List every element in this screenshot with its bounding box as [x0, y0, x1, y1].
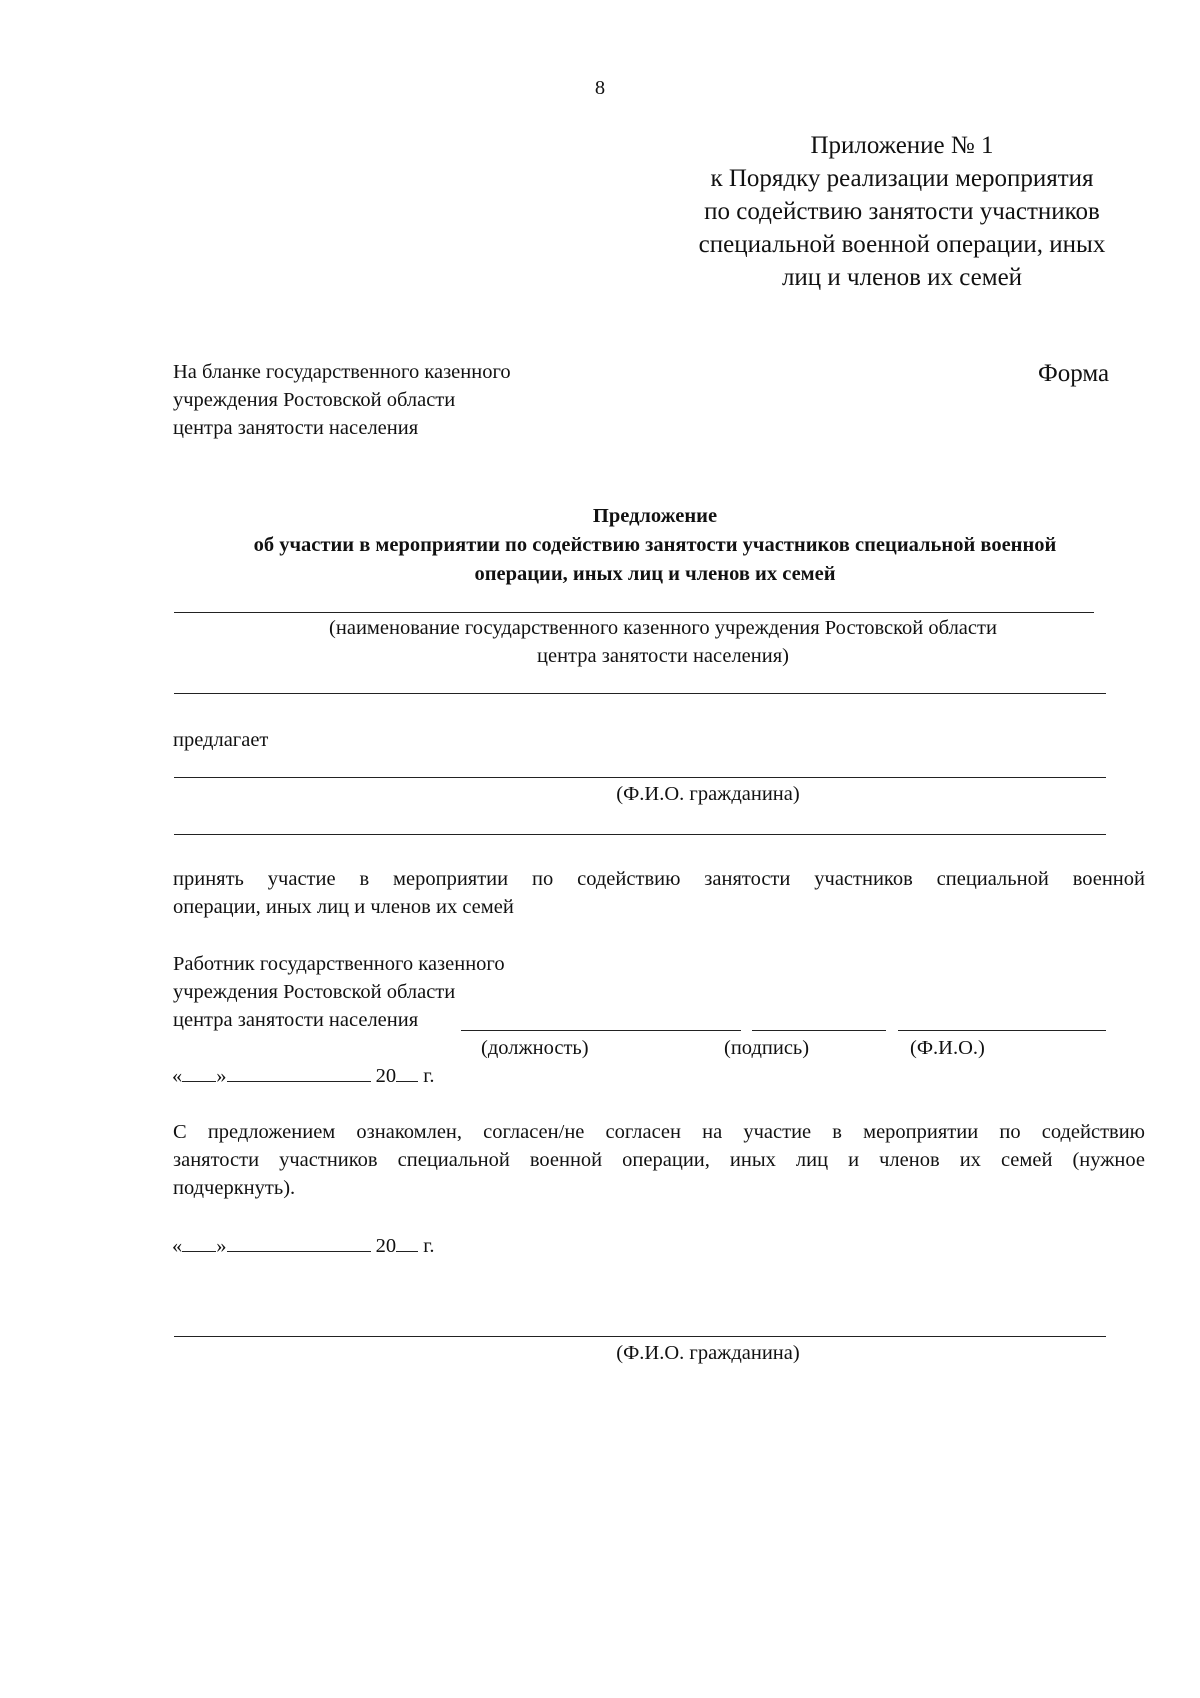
appendix-line-5: лиц и членов их семей: [781, 264, 1023, 291]
date-2-month-blank[interactable]: [227, 1233, 371, 1252]
appendix-block: [662, 129, 1142, 294]
date-1-year-suffix: г.: [423, 1065, 435, 1087]
signature-line[interactable]: [752, 1030, 886, 1031]
institution-caption-line-2: центра занятости населения): [537, 645, 789, 667]
appendix-line-3: по содействию занятости участников: [704, 198, 1100, 225]
title-line-3: операции, иных лиц и членов их семей: [474, 563, 836, 585]
institution-caption: [174, 614, 1152, 670]
form-label: Форма: [1038, 360, 1110, 387]
date-2-year-prefix: 20: [375, 1235, 397, 1257]
appendix-line-2: к Порядку реализации мероприятия: [710, 165, 1094, 192]
employee-name-line[interactable]: [898, 1030, 1106, 1031]
letterhead-line-2: учреждения Ростовской области: [173, 389, 456, 411]
appendix-line-4: специальной военной операции, иных: [698, 231, 1106, 258]
page-number: 8: [594, 77, 606, 99]
employee-block: [173, 950, 505, 1034]
date-field-1: [172, 1062, 434, 1090]
date-1-open-quote: «: [172, 1065, 183, 1087]
date-2-year-suffix: г.: [423, 1235, 435, 1257]
date-2-day-blank[interactable]: [182, 1233, 216, 1252]
citizen-name-line-2[interactable]: [174, 834, 1106, 835]
acknowledgement-line-1: С предложением ознакомлен, согласен/не согласен на участие в мероприятии по содействию: [173, 1121, 1145, 1143]
position-caption: (должность): [481, 1037, 589, 1059]
employee-line-2: учреждения Ростовской области: [173, 981, 456, 1003]
citizen-caption-2: (Ф.И.О. гражданина): [616, 1342, 800, 1364]
citizen-caption-1: (Ф.И.О. гражданина): [616, 783, 800, 805]
date-1-month-blank[interactable]: [227, 1063, 371, 1082]
date-1-year-blank[interactable]: [396, 1063, 418, 1082]
date-2-open-quote: «: [172, 1235, 183, 1257]
acknowledgement-line-3: подчеркнуть).: [173, 1177, 296, 1199]
date-1-year-prefix: 20: [375, 1065, 397, 1087]
participation-line-2: операции, иных лиц и членов их семей: [173, 896, 514, 918]
acknowledgement-line-2: занятости участников специальной военной операции, иных лиц и членов их семей (нужное: [173, 1149, 1145, 1171]
institution-name-line[interactable]: [174, 612, 1094, 613]
date-1-day-blank[interactable]: [182, 1063, 216, 1082]
date-2-year-blank[interactable]: [396, 1233, 418, 1252]
letterhead-line-1: На бланке государственного казенного: [173, 361, 511, 383]
citizen-name-line-1[interactable]: [174, 777, 1106, 778]
letterhead-line-3: центра занятости населения: [173, 417, 419, 439]
document-title: [160, 502, 1150, 589]
citizen-signature-line[interactable]: [174, 1336, 1106, 1337]
date-1-close-quote: »: [216, 1065, 227, 1087]
title-line-1: Предложение: [592, 505, 718, 527]
offers-label: предлагает: [173, 729, 269, 751]
letterhead-note: [173, 358, 511, 442]
employee-name-caption: (Ф.И.О.): [910, 1037, 985, 1059]
appendix-line-1: Приложение № 1: [810, 132, 994, 159]
institution-caption-line-1: (наименование государственного казенного учреждения Ростовской области: [329, 617, 997, 639]
date-field-2: [172, 1232, 434, 1260]
employee-line-1: Работник государственного казенного: [173, 953, 505, 975]
signature-caption: (подпись): [724, 1037, 810, 1059]
title-line-2: об участии в мероприятии по содействию занятости участников специальной военной: [253, 534, 1057, 556]
position-line[interactable]: [461, 1030, 741, 1031]
employee-line-3: центра занятости населения: [173, 1009, 419, 1031]
participation-line-1: принять участие в мероприятии по содействию занятости участников специальной военной: [173, 868, 1145, 890]
date-2-close-quote: »: [216, 1235, 227, 1257]
institution-extra-line[interactable]: [174, 693, 1106, 694]
